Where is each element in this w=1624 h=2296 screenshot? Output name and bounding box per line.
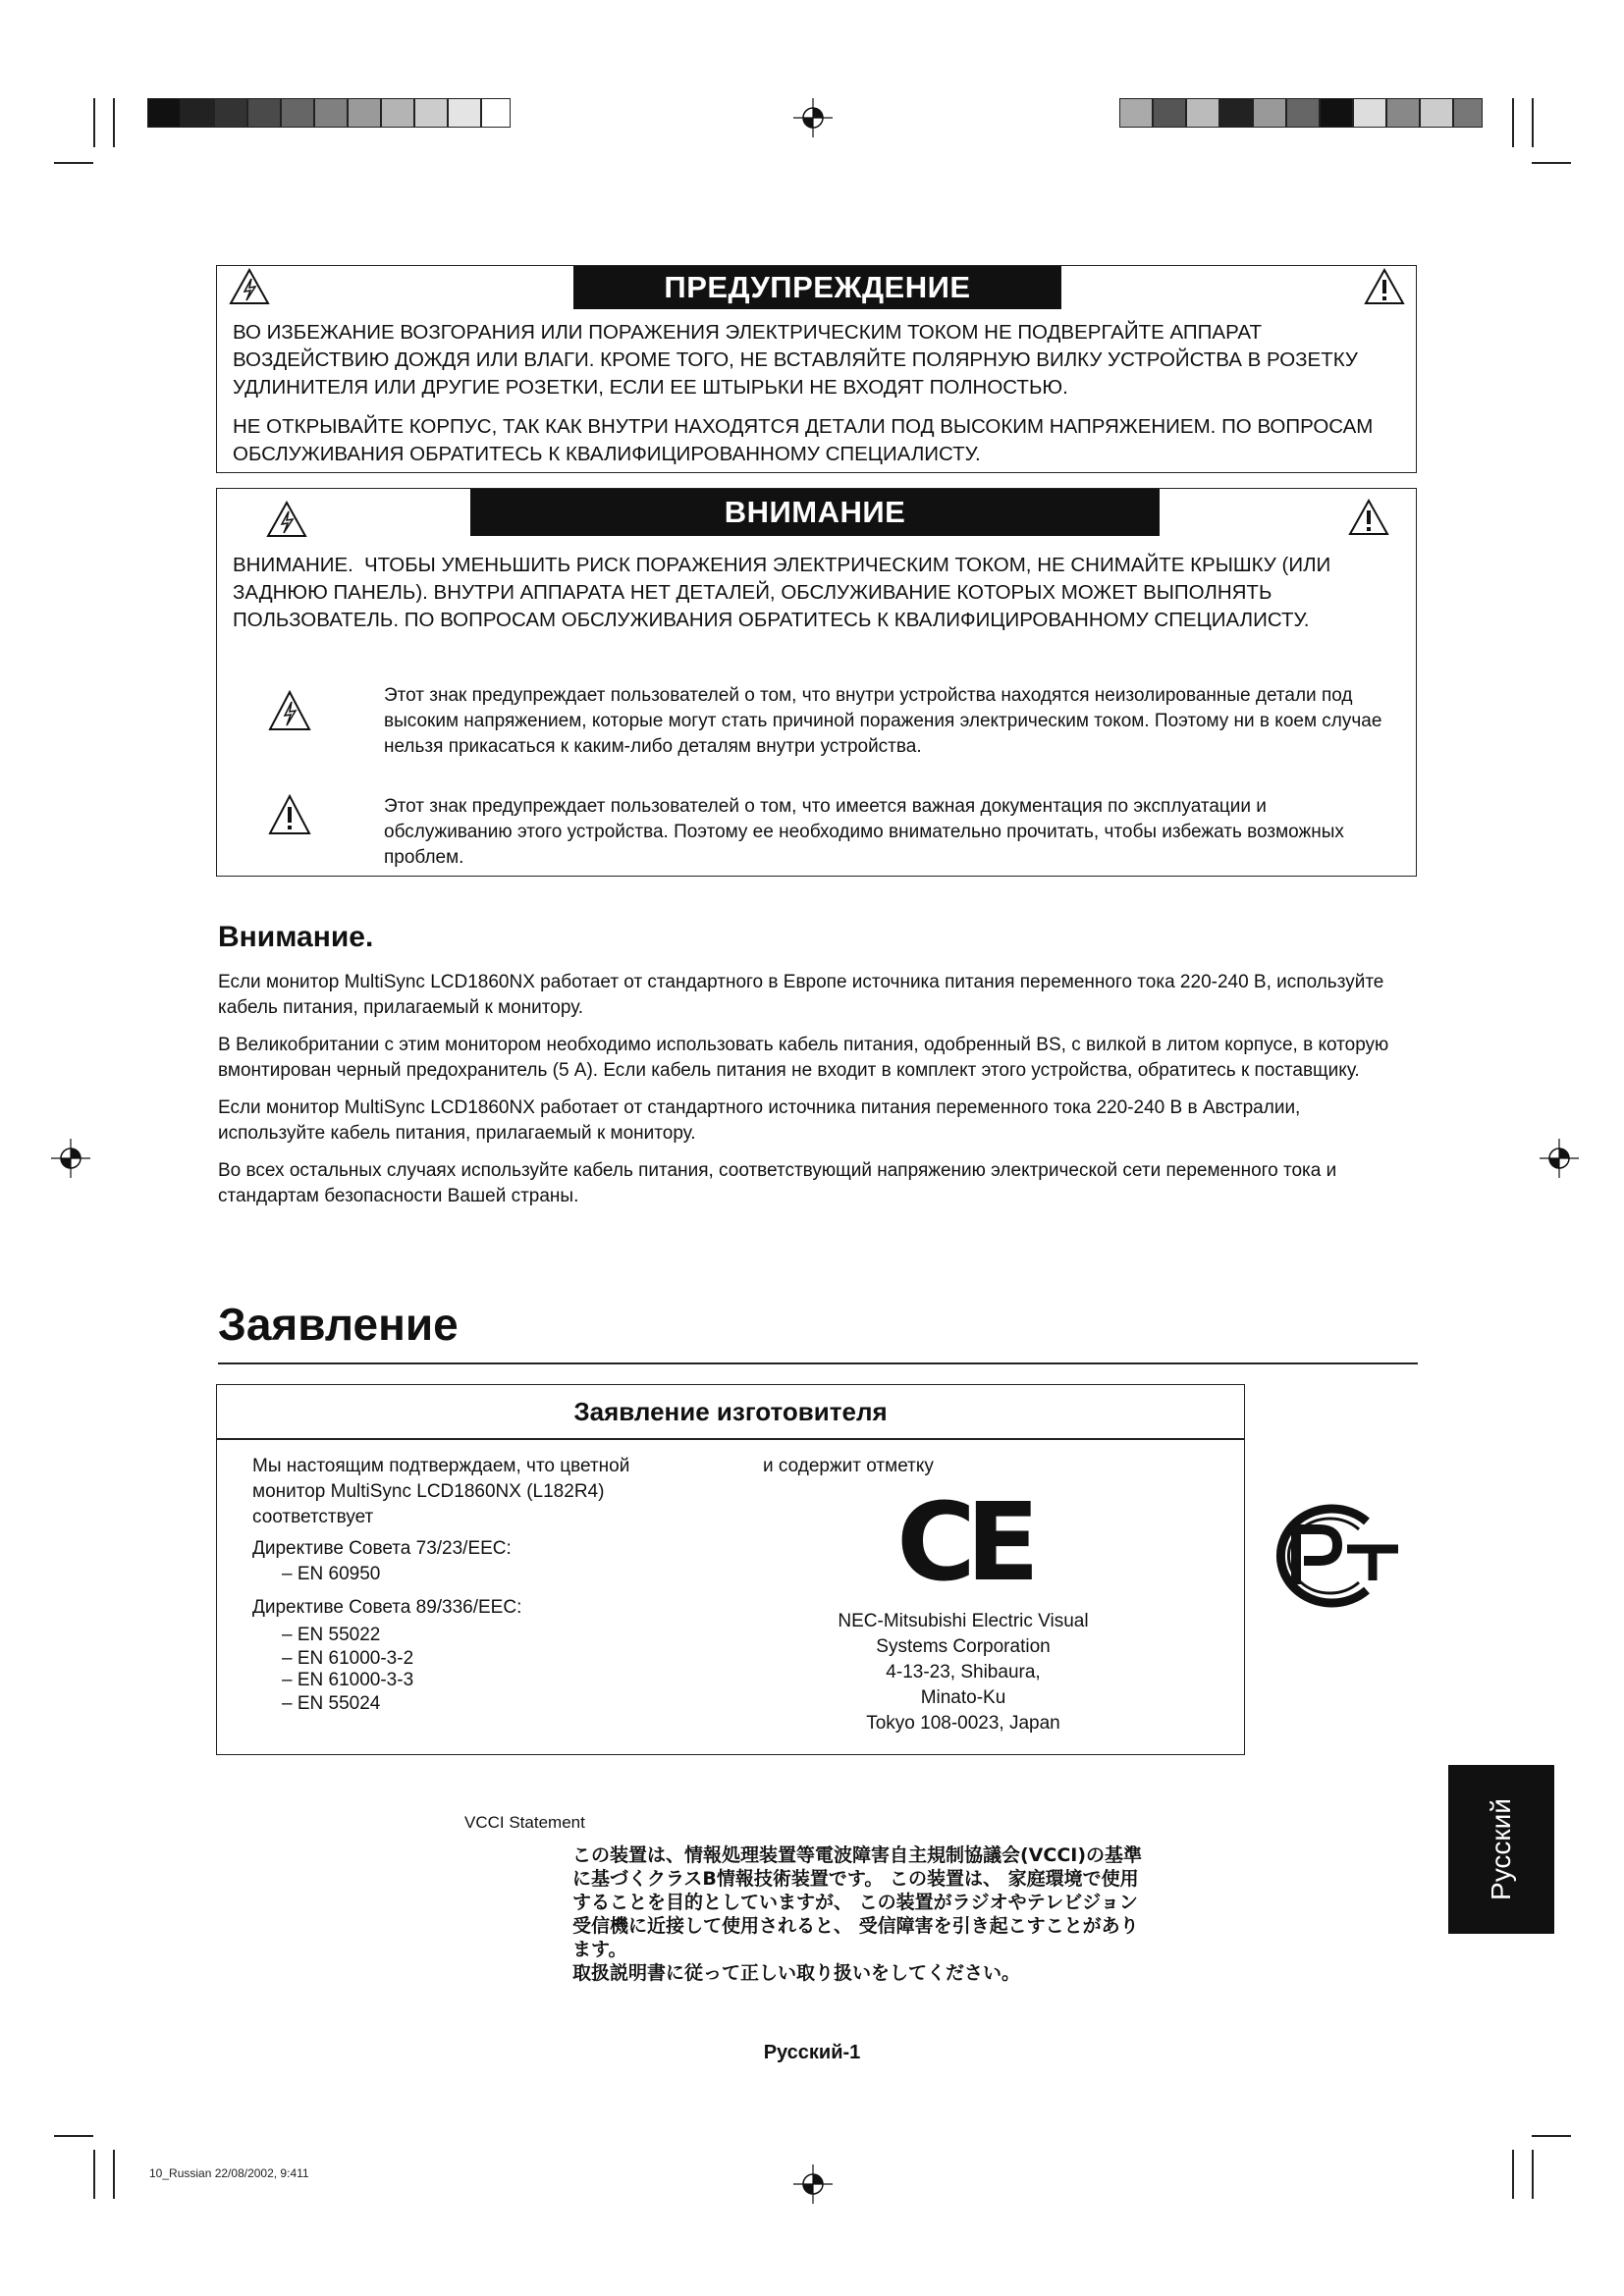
registration-mark-left: [51, 1139, 90, 1178]
caution-lead: ВНИМАНИЕ.: [233, 554, 353, 576]
vcci-line: 取扱説明書に従って正しい取り扱いをしてください。: [572, 1962, 1021, 1984]
exclamation-symbol-description: Этот знак предупреждает пользователей о том, что имеется важная документация по эксплуатации и обслуживанию этого устройства. Поэтому ее необходимо внимательно прочитать, чтобы избежать возможных проблем.: [384, 796, 1344, 868]
directive-2-item: – EN 61000-3-2: [282, 1648, 414, 1669]
declaration-box: [216, 1384, 1245, 1755]
caution-title: ВНИМАНИЕ: [470, 489, 1160, 536]
registration-mark-bottom: [793, 2164, 833, 2204]
directive-2-item: – EN 55022: [282, 1625, 381, 1645]
manufacturer-address: [732, 1609, 1194, 1736]
language-tab-label: Русский: [1486, 1798, 1516, 1900]
warning-title: ПРЕДУПРЕЖДЕНИЕ: [573, 266, 1061, 309]
exclamation-triangle-icon: [268, 794, 311, 835]
vcci-label: VCCI Statement: [464, 1813, 585, 1832]
language-side-tab: [1448, 1765, 1554, 1934]
vcci-line: 受信機に近接して使用されると、 受信障害を引き起こすことがあり: [572, 1915, 1139, 1937]
footer-slug: 10_Russian 22/08/2002, 9:411: [149, 2166, 309, 2180]
attention-paragraph-2: В Великобритании с этим монитором необходимо использовать кабель питания, одобренный BS, с вилкой в литом корпусе, в которую вмонтирован черный предохранитель (5 А). Если кабель питания не входит в комплект этого устройства, обратитесь к поставщику.: [218, 1035, 1389, 1081]
declaration-rule: [218, 1362, 1418, 1364]
declaration-heading: Заявление: [218, 1299, 459, 1350]
color-bar-left: [147, 98, 511, 128]
address-line: 4-13-23, Shibaura,: [886, 1662, 1041, 1682]
exclamation-triangle-icon: [1364, 268, 1405, 305]
attention-paragraph-4: Во всех остальных случаях используйте кабель питания, соответствующий напряжению электрической сети переменного тока и стандартам безопасности Вашей страны.: [218, 1160, 1337, 1206]
address-line: Tokyo 108-0023, Japan: [866, 1713, 1060, 1734]
color-bar-right: [1119, 98, 1483, 128]
vcci-line: ます。: [572, 1939, 627, 1960]
gost-r-certification-icon: [1259, 1502, 1406, 1610]
directive-1: Директиве Совета 73/23/EEC:: [252, 1538, 512, 1559]
warning-box: [216, 265, 1417, 473]
address-line: NEC-Mitsubishi Electric Visual: [838, 1611, 1089, 1631]
lightning-symbol-description: Этот знак предупреждает пользователей о том, что внутри устройства находятся неизолированные детали под высоким напряжением, которые могут стать причиной поражения электрическим током. Поэтому ни в коем случае нельзя прикасаться к каким-либо деталям внутри устройства.: [384, 685, 1382, 757]
directive-2: Директиве Совета 89/336/EEC:: [252, 1597, 522, 1618]
lightning-triangle-icon: [268, 690, 311, 731]
warning-paragraph-1: ВО ИЗБЕЖАНИЕ ВОЗГОРАНИЯ ИЛИ ПОРАЖЕНИЯ ЭЛЕКТРИЧЕСКИМ ТОКОМ НЕ ПОДВЕРГАЙТЕ АППАРАТ ВОЗДЕЙСТВИЮ ДОЖДЯ ИЛИ ВЛАГИ. КРОМЕ ТОГО, НЕ ВСТАВЛЯЙТЕ ПОЛЯРНУЮ ВИЛКУ УСТРОЙСТВА В РОЗЕТКУ УДЛИНИТЕЛЯ ИЛИ ДРУГИЕ РОЗЕТКИ, ЕСЛИ ЕЕ ШТЫРЬКИ НЕ ВХОДЯТ ПОЛНОСТЬЮ.: [233, 321, 1358, 399]
exclamation-triangle-icon: [1348, 499, 1389, 536]
lightning-triangle-icon: [266, 501, 307, 538]
declaration-intro: Мы настоящим подтверждаем, что цветной монитор MultiSync LCD1860NX (L182R4) соответствует: [252, 1456, 630, 1527]
declaration-box-title: Заявление изготовителя: [573, 1397, 888, 1426]
attention-body: [218, 970, 1411, 1221]
declaration-box-title-rule: [217, 1438, 1244, 1440]
declaration-right-intro: и содержит отметку: [763, 1456, 934, 1476]
attention-heading: Внимание.: [218, 921, 374, 953]
warning-paragraph-2: НЕ ОТКРЫВАЙТЕ КОРПУС, ТАК КАК ВНУТРИ НАХОДЯТСЯ ДЕТАЛИ ПОД ВЫСОКИМ НАПРЯЖЕНИЕМ. ПО ВОПРОСАМ ОБСЛУЖИВАНИЯ ОБРАТИТЕСЬ К КВАЛИФИЦИРОВАННОМУ СПЕЦИАЛИСТУ.: [233, 415, 1374, 465]
directive-1-item: – EN 60950: [282, 1564, 381, 1584]
address-line: Systems Corporation: [876, 1636, 1051, 1657]
lightning-triangle-icon: [229, 268, 270, 305]
caution-text: ЧТОБЫ УМЕНЬШИТЬ РИСК ПОРАЖЕНИЯ ЭЛЕКТРИЧЕСКИМ ТОКОМ, НЕ СНИМАЙТЕ КРЫШКУ (ИЛИ ЗАДНЮЮ ПАНЕЛЬ). ВНУТРИ АППАРАТА НЕТ ДЕТАЛЕЙ, ОБСЛУЖИВАНИЕ КОТОРЫХ МОЖЕТ ВЫПОЛНЯТЬ ПОЛЬЗОВАТЕЛЬ. ПО ВОПРОСАМ ОБСЛУЖИВАНИЯ ОБРАТИТЕСЬ К КВАЛИФИЦИРОВАННОМУ СПЕЦИАЛИСТУ.: [233, 554, 1331, 631]
vcci-line: に基づくクラスB情報技術装置です。 この装置は、 家庭環境で使用: [572, 1868, 1139, 1890]
directive-2-item: – EN 55024: [282, 1693, 381, 1714]
attention-paragraph-3: Если монитор MultiSync LCD1860NX работает от стандартного источника питания переменного тока 220-240 В в Австралии, используйте кабель питания, прилагаемый к монитору.: [218, 1097, 1301, 1144]
directive-2-item: – EN 61000-3-3: [282, 1670, 414, 1690]
declaration-left-column: [252, 1454, 675, 1717]
page-number: Русский-1: [763, 2042, 861, 2063]
address-line: Minato-Ku: [920, 1687, 1006, 1708]
vcci-line: この装置は、情報処理装置等電波障害自主規制協議会(VCCI)の基準: [572, 1844, 1143, 1866]
vcci-line: することを目的としていますが、 この装置がラジオやテレビジョン: [572, 1892, 1138, 1913]
caution-box: [216, 488, 1417, 877]
ce-mark-logo: CE: [896, 1479, 1030, 1605]
vcci-statement: [572, 1843, 1181, 1985]
registration-mark-top: [793, 98, 833, 137]
attention-paragraph-1: Если монитор MultiSync LCD1860NX работает от стандартного в Европе источника питания переменного тока 220-240 В, используйте кабель питания, прилагаемый к монитору.: [218, 972, 1384, 1018]
registration-mark-right: [1540, 1139, 1579, 1178]
